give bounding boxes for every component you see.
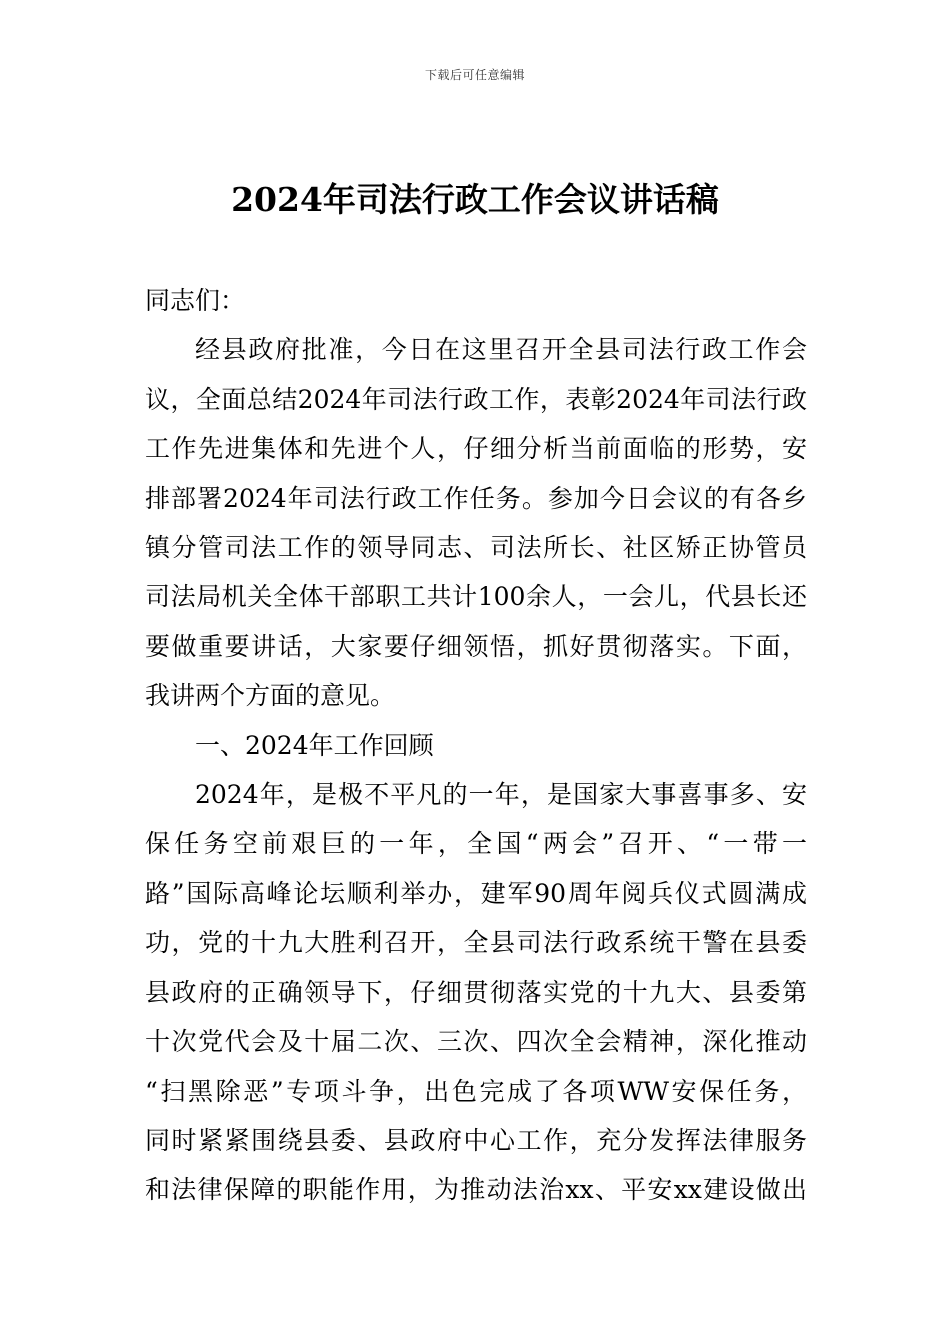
paragraph-line: 镇分管司法工作的领导同志、司法所长、社区矫正协管员 [145, 533, 807, 563]
paragraph-line: 十次党代会及十届二次、三次、四次全会精神，深化推动 [145, 1027, 807, 1057]
paragraph-line: “扫黑除恶”专项斗争，出色完成了各项WW安保任务， [145, 1076, 807, 1106]
paragraph-line: 和法律保障的职能作用，为推动法治xx、平安xx建设做出 [145, 1175, 807, 1205]
paragraph-line: 同时紧紧围绕县委、县政府中心工作，充分发挥法律服务 [145, 1125, 807, 1155]
paragraph-line: 功，党的十九大胜利召开，全县司法行政系统干警在县委 [145, 928, 807, 958]
paragraph-line: 议，全面总结2024年司法行政工作，表彰2024年司法行政 [145, 384, 807, 414]
document-body [145, 276, 807, 1215]
paragraph-line: 县政府的正确领导下，仔细贯彻落实党的十九大、县委第 [145, 977, 807, 1007]
page-header-note: 下载后可任意编辑 [424, 68, 525, 82]
salutation: 同志们： [145, 286, 246, 315]
paragraph-line: 2024年，是极不平凡的一年，是国家大事喜事多、安 [195, 780, 807, 810]
paragraph-line: 排部署2024年司法行政工作任务。参加今日会议的有各乡 [145, 483, 807, 513]
paragraph-line: 要做重要讲话，大家要仔细领悟，抓好贯彻落实。下面， [145, 631, 807, 661]
paragraph-line: 保任务空前艰巨的一年，全国“两会”召开、“一带一 [145, 829, 807, 859]
document-title: 2024年司法行政工作会议讲话稿 [231, 180, 719, 219]
paragraph-opening [145, 325, 807, 720]
paragraph-line: 司法局机关全体干部职工共计100余人，一会儿，代县长还 [145, 582, 807, 612]
section-heading-work-review: 一、2024年工作回顾 [195, 730, 434, 760]
paragraph-line: 路”国际高峰论坛顺利举办，建军90周年阅兵仪式圆满成 [145, 878, 807, 908]
paragraph-line: 工作先进集体和先进个人，仔细分析当前面临的形势，安 [145, 434, 807, 464]
paragraph-line: 我讲两个方面的意见。 [145, 681, 396, 711]
paragraph-work-review [145, 770, 807, 1215]
paragraph-line: 经县政府批准，今日在这里召开全县司法行政工作会 [195, 335, 807, 365]
